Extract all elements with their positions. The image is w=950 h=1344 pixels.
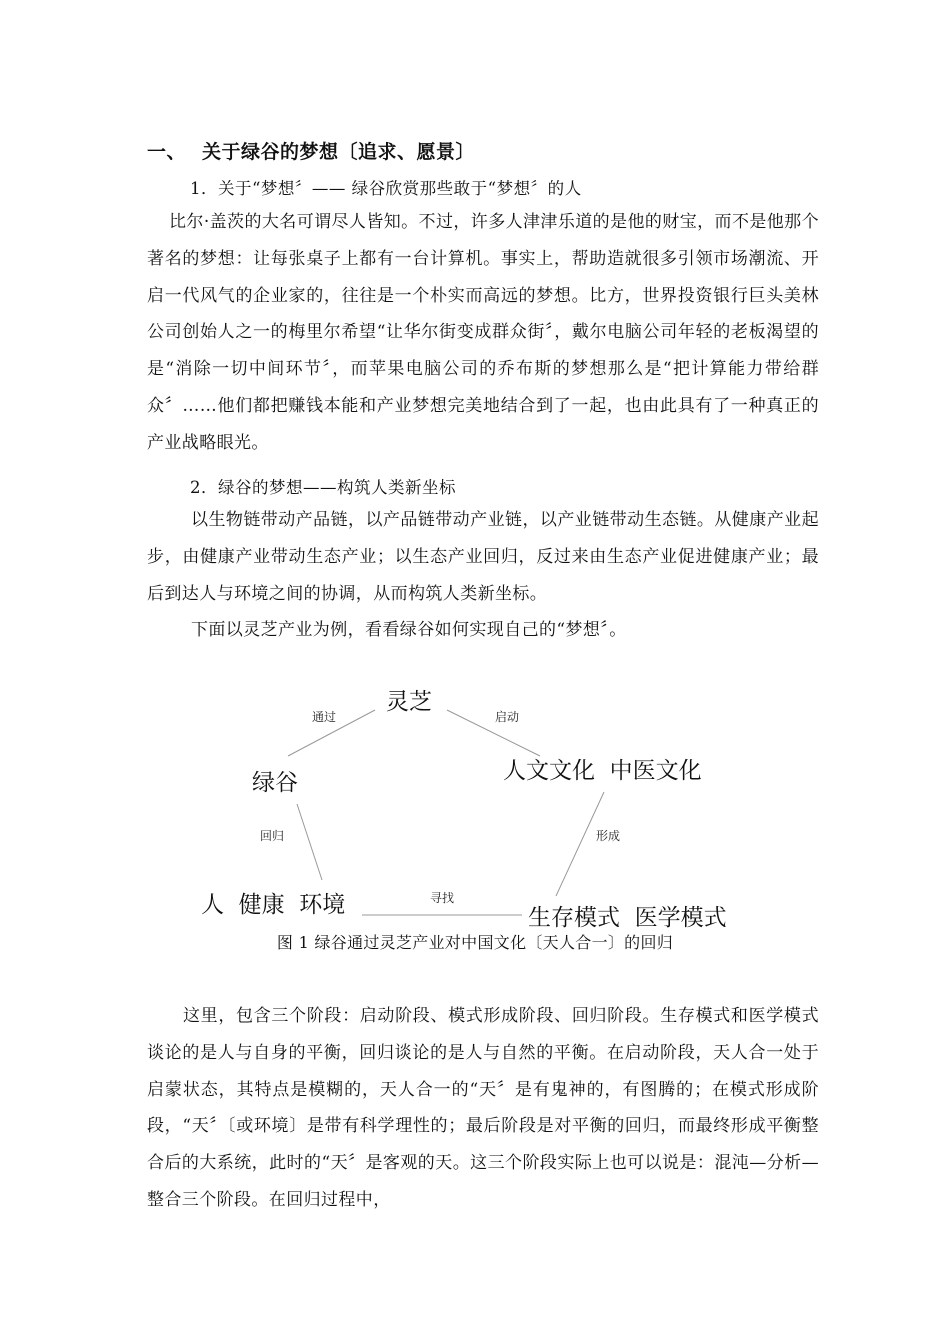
- paragraph-3: [147, 612, 819, 649]
- edge-label-top-left: 通过: [312, 710, 337, 724]
- node-top: 灵芝: [386, 689, 432, 715]
- edge-left-side: [297, 804, 322, 880]
- node-right: 人文文化 中医文化: [503, 758, 702, 784]
- edge-label-bottom: 寻找: [430, 891, 455, 905]
- paragraph-3-text: 下面以灵芝产业为例，看看绿谷如何实现自己的“梦想〞。: [191, 620, 627, 640]
- node-left: 绿谷: [252, 770, 298, 796]
- edge-label-top-right: 启动: [495, 710, 520, 724]
- cycle-diagram: [0, 660, 950, 970]
- paragraph-1: [147, 204, 819, 462]
- figure-caption: 图 1 绿谷通过灵芝产业对中国文化〔天人合一〕的回归: [276, 933, 674, 952]
- node-bottom-right: 生存模式 医学模式: [528, 905, 727, 931]
- edge-top-right: [447, 710, 540, 756]
- subheading-2: 2．绿谷的梦想——构筑人类新坐标: [190, 478, 456, 497]
- node-bottom-left: 人 健康 环境: [201, 892, 346, 918]
- edge-right-side: [556, 792, 604, 896]
- paragraph-2-text: 以生物链带动产品链，以产品链带动产业链，以产业链带动生态链。从健康产业起步，由健康产业带动生态产业；以生态产业回归，反过来由生态产业促进健康产业；最后到达人与环境之间的协调，从而构筑人类新坐标。: [147, 510, 819, 604]
- paragraph-2: [147, 502, 819, 612]
- paragraph-1-text: 比尔·盖茨的大名可谓尽人皆知。不过，许多人津津乐道的是他的财宝，而不是他那个著名的梦想：让每张桌子上都有一台计算机。事实上，帮助造就很多引领市场潮流、开启一代风气的企业家的，往往是一个朴实而高远的梦想。比方，世界投资银行巨头美林公司创始人之一的梅里尔希望“让华尔街变成群众街〞，戴尔电脑公司年轻的老板渴望的是“消除一切中间环节〞，而苹果电脑公司的乔布斯的梦想那么是“把计算能力带给群众〞……他们都把赚钱本能和产业梦想完美地结合到了一起，也由此具有了一种真正的产业战略眼光。: [147, 212, 819, 453]
- section-title: 关于绿谷的梦想〔追求、愿景〕: [202, 141, 476, 163]
- paragraph-4: [147, 998, 819, 1219]
- paragraph-4-text: 这里，包含三个阶段：启动阶段、模式形成阶段、回归阶段。生存模式和医学模式谈论的是人与自身的平衡，回归谈论的是人与自然的平衡。在启动阶段，天人合一处于启蒙状态，其特点是模糊的，天人合一的“天〞是有鬼神的，有图腾的；在模式形成阶段，“天〞〔或环境〕是带有科学理性的；最后阶段是对平衡的回归，而最终形成平衡整合后的大系统，此时的“天〞是客观的天。这三个阶段实际上也可以说是：混沌—分析—整合三个阶段。在回归过程中，: [147, 1006, 819, 1210]
- edge-label-right-side: 形成: [596, 829, 621, 843]
- section-heading: [147, 137, 475, 164]
- edge-label-left-side: 回归: [260, 829, 285, 843]
- section-number: 一、: [147, 141, 187, 163]
- subheading-1: 1．关于“梦想〞—— 绿谷欣赏那些敢于“梦想〞的人: [190, 179, 582, 198]
